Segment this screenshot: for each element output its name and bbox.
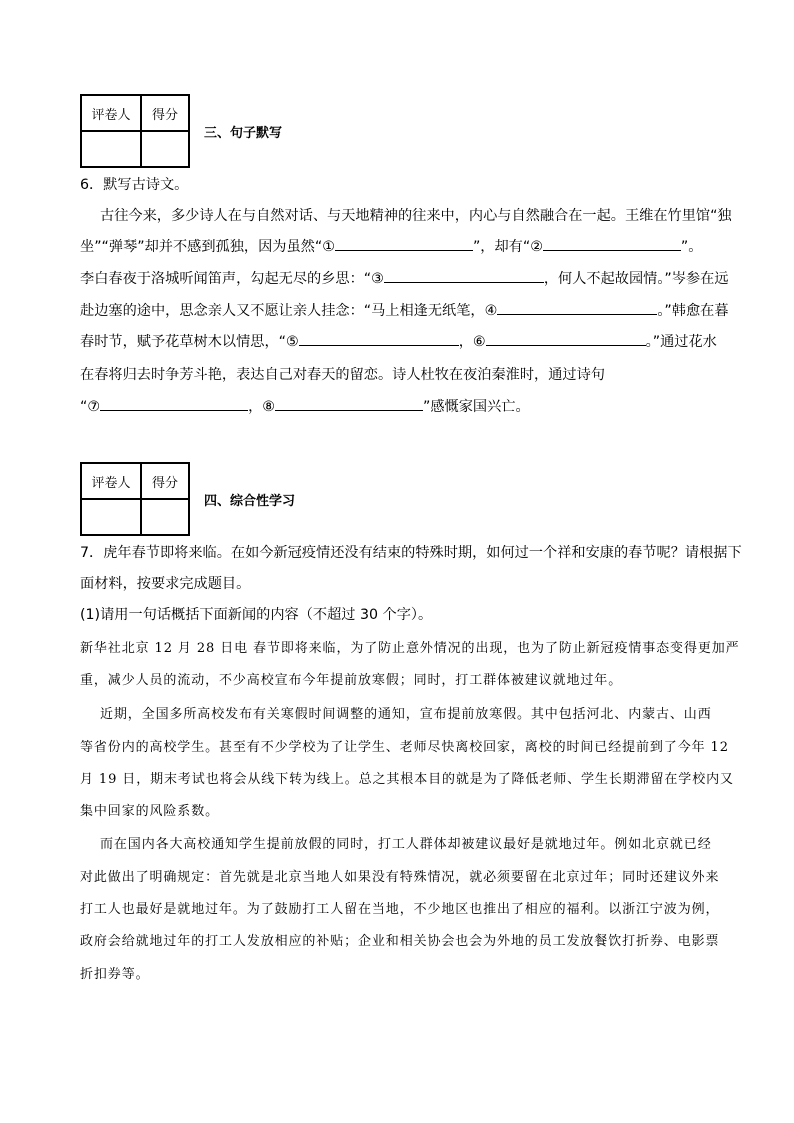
q6-paragraph-line: 坐”“弹琴”却并不感到孤独，因为虽然“① ”，却有“② ”。	[80, 236, 702, 256]
answer-blank-4[interactable]	[497, 300, 657, 315]
answer-blank-1[interactable]	[335, 236, 473, 251]
section3-title: 三、句子默写	[204, 126, 283, 141]
grader-cell[interactable]	[81, 499, 141, 535]
q7-stem-line: 面材料，按要求完成题目。	[80, 576, 251, 592]
news-line: 打工人也最好是就地过年。为了鼓励打工人留在当地，不少地区也推出了相应的福利。以浙江宁波为例，	[80, 902, 720, 917]
score-cell[interactable]	[141, 131, 189, 167]
q6-paragraph-line: 赴边塞的途中，思念亲人又不愿让亲人挂念：“马上相逢无纸笔，④ 。”韩愈在暮	[80, 300, 729, 320]
score-header: 得分	[141, 463, 189, 499]
answer-blank-2[interactable]	[543, 236, 681, 251]
answer-blank-7[interactable]	[100, 396, 248, 411]
q7-stem-line: 7．虎年春节即将来临。在如今新冠疫情还没有结束的特殊时期，如何过一个祥和安康的春节呢？请根据下	[80, 545, 742, 561]
q6-paragraph-line: 古往今来，多少诗人在与自然对话、与天地精神的往来中，内心与自然融合在一起。王维在竹里馆“独	[100, 208, 732, 224]
news-line: 集中回家的风险系数。	[80, 804, 220, 819]
score-cell[interactable]	[141, 499, 189, 535]
news-line: 对此做出了明确规定：首先就是北京当地人如果没有特殊情况，就必须要留在北京过年；同时还建议外来	[80, 870, 720, 885]
news-line: 近期，全国多所高校发布有关寒假时间调整的通知，宣布提前放寒假。其中包括河北、内蒙古、山西	[100, 707, 712, 722]
section4-title: 四、综合性学习	[204, 494, 296, 509]
q6-paragraph-line: 春时节，赋予花草树木以情思，“⑤ ，⑥ 。”通过花水	[80, 331, 717, 351]
answer-blank-8[interactable]	[275, 396, 423, 411]
news-line: 折扣券等。	[80, 967, 150, 982]
answer-blank-3[interactable]	[384, 268, 544, 283]
news-line: 而在国内各大高校通知学生提前放假的同时，打工人群体却被建议最好是就地过年。例如北京就已经	[100, 837, 712, 852]
grader-header: 评卷人	[81, 463, 141, 499]
answer-blank-6[interactable]	[486, 331, 646, 346]
q6-paragraph-line: 在春将归去时争芳斗艳，表达自己对春天的留恋。诗人杜牧在夜泊秦淮时，通过诗句	[80, 367, 605, 383]
news-line: 政府会给就地过年的打工人发放相应的补贴；企业和相关协会也会为外地的员工发放餐饮打折券、电影票	[80, 934, 720, 949]
q6-stem: 6．默写古诗文。	[80, 177, 189, 193]
news-line: 等省份内的高校学生。甚至有不少学校为了让学生、老师尽快离校回家，离校的时间已经提前到了今年 12	[80, 740, 729, 755]
score-header: 得分	[141, 95, 189, 131]
q6-paragraph-line: “⑦ ，⑧ ”感慨家国兴亡。	[80, 396, 530, 416]
q6-paragraph-line: 李白春夜于洛城听闻笛声，勾起无尽的乡思：“③ ，何人不起故园情。”岑参在远	[80, 268, 729, 288]
answer-blank-5[interactable]	[299, 331, 459, 346]
grader-cell[interactable]	[81, 131, 141, 167]
news-line: 月 19 日，期末考试也将会从线下转为线上。总之其根本目的就是为了降低老师、学生长期滞留在学校内又	[80, 772, 734, 787]
news-line: 新华社北京 12 月 28 日电 春节即将来临，为了防止意外情况的出现，也为了防止新冠疫情事态变得更加严	[80, 641, 740, 656]
news-line: 重，减少人员的流动，不少高校宣布今年提前放寒假；同时，打工群体被建议就地过年。	[80, 673, 623, 688]
score-table-section4	[80, 462, 190, 536]
q7-subquestion-1: (1)请用一句话概括下面新闻的内容（不超过 30 个字）。	[80, 607, 433, 623]
score-table-section3	[80, 94, 190, 168]
grader-header: 评卷人	[81, 95, 141, 131]
